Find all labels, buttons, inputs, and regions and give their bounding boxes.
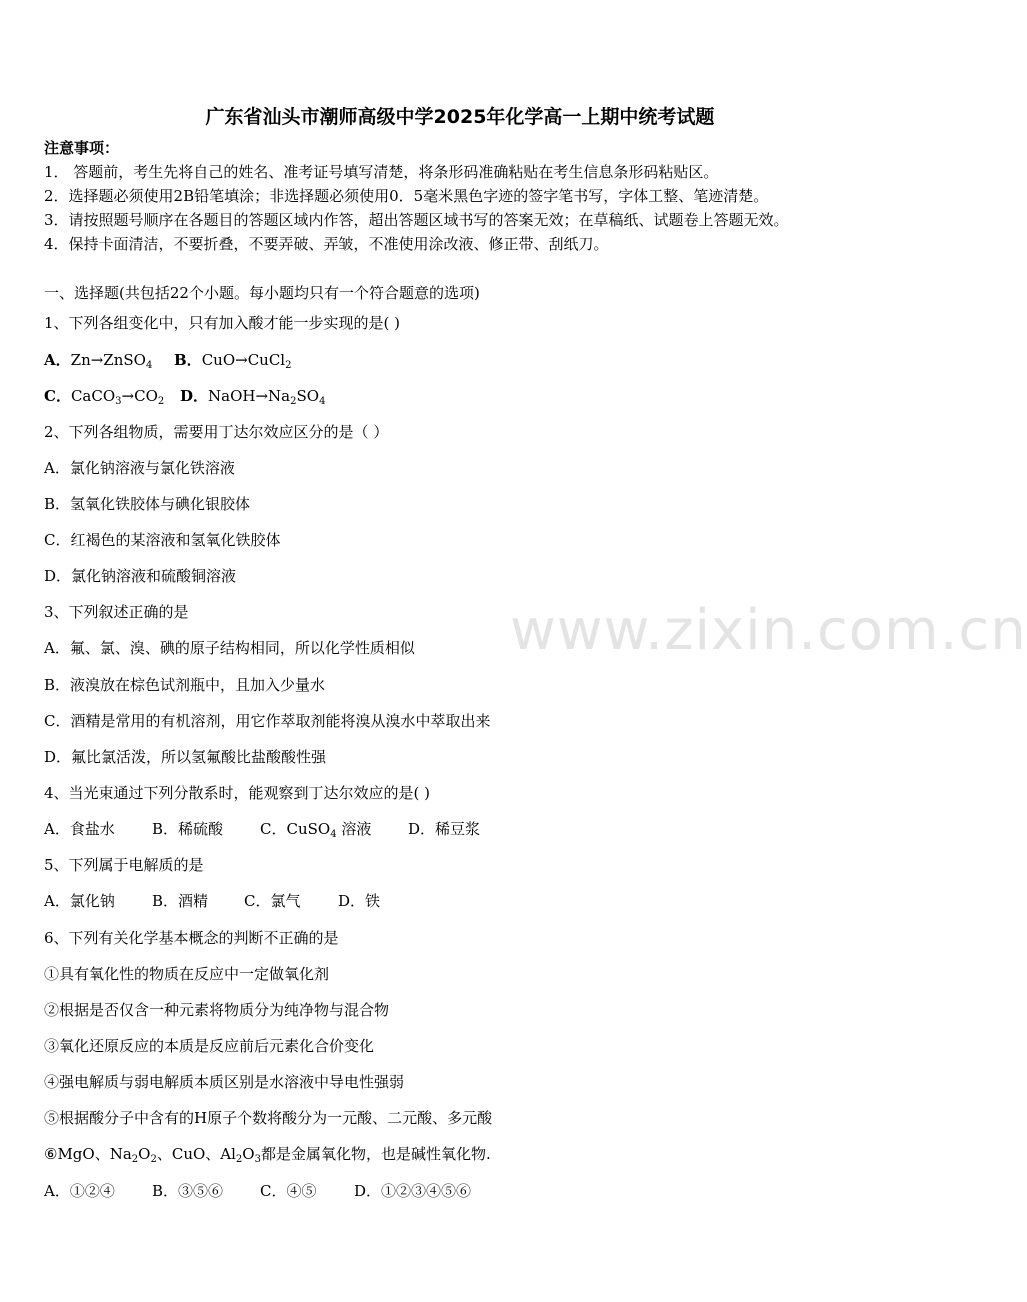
option-b: B．稀硫酸 [152,820,224,838]
notice-heading: 注意事项： [44,139,120,157]
watermark: www.zixin.com.cn [510,598,1027,663]
question-5-options [44,891,380,911]
question-1-options-ab [44,350,291,370]
option-d: D．氟比氯活泼，所以氢氟酸比盐酸酸性强 [44,748,327,766]
option-a: A．氟、氯、溴、碘的原子结构相同，所以化学性质相似 [44,639,415,657]
question-1-options-cd [44,386,325,406]
option-d: D．铁 [338,892,381,910]
option-a: A．氯化钠 [44,892,115,910]
statement: ②根据是否仅含一种元素将物质分为纯净物与混合物 [44,1001,390,1019]
question-1-stem: 1、下列各组变化中，只有加入酸才能一步实现的是( ) [44,314,401,332]
question-3-stem: 3、下列叙述正确的是 [44,603,189,621]
question-6-options [44,1181,471,1201]
option-c: C．氯气 [244,892,301,910]
option-c: C．红褐色的某溶液和氢氧化铁胶体 [44,531,281,549]
option-b: B．③⑤⑥ [152,1182,224,1200]
option-d: D．氯化钠溶液和硫酸铜溶液 [44,567,237,585]
option-a: A．Zn→ZnSO$_4$ [44,351,153,371]
option-d: D．$NaOH\to Na_2SO_4$ [180,387,326,407]
question-4-stem: 4、当光束通过下列分散系时，能观察到丁达尔效应的是( ) [44,784,431,802]
option-c: C．④⑤ [260,1182,317,1200]
option-a: A．食盐水 [44,820,115,838]
question-4-options [44,819,480,839]
notice-item: 1． 答题前，考生先将自己的姓名、准考证号填写清楚，将条形码准确粘贴在考生信息条形码粘贴区。 [44,163,719,181]
option-b: B．酒精 [152,892,209,910]
statement: ⑤根据酸分子中含有的H原子个数将酸分为一元酸、二元酸、多元酸 [44,1109,493,1127]
page-title: 广东省汕头市潮师高级中学2025年化学高一上期中统考试题 [205,106,715,128]
question-5-stem: 5、下列属于电解质的是 [44,856,204,874]
question-6-stem: 6、下列有关化学基本概念的判断不正确的是 [44,929,339,947]
notice-item: 3．请按照题号顺序在各题目的答题区域内作答，超出答题区域书写的答案无效；在草稿纸、试题卷上答题无效。 [44,211,789,229]
question-2-stem: 2、下列各组物质，需要用丁达尔效应区分的是（ ） [44,423,389,441]
statement: ①具有氧化性的物质在反应中一定做氧化剂 [44,965,330,983]
statement: ⑥MgO、$Na_2O_2$、CuO、$Al_2O_3$都是金属氧化物，也是碱性氧化物. [44,1145,491,1165]
option-a: A．氯化钠溶液与氯化铁溶液 [44,459,235,477]
option-d: D．①②③④⑤⑥ [354,1182,472,1200]
section-heading: 一、选择题(共包括22个小题。每小题均只有一个符合题意的选项) [44,284,480,302]
notice-item: 2．选择题必须使用2B铅笔填涂；非选择题必须使用0．5毫米黑色字迹的签字笔书写，字体工整、笔迹清楚。 [44,187,769,205]
option-c: C．CuSO$_4$ 溶液 [260,820,372,840]
option-a: A．①②④ [44,1182,115,1200]
statement: ③氧化还原反应的本质是反应前后元素化合价变化 [44,1037,375,1055]
option-b: B．CuO→CuCl$_2$ [174,351,292,371]
option-b: B．氢氧化铁胶体与碘化银胶体 [44,495,251,513]
notice-item: 4．保持卡面清洁，不要折叠，不要弄破、弄皱，不准使用涂改液、修正带、刮纸刀。 [44,235,609,253]
option-c: C．酒精是常用的有机溶剂，用它作萃取剂能将溴从溴水中萃取出来 [44,712,491,730]
option-c: C．$CaCO_3\to CO_2$ [44,387,165,407]
option-d: D．稀豆浆 [408,820,481,838]
option-b: B．液溴放在棕色试剂瓶中，且加入少量水 [44,676,326,694]
statement: ④强电解质与弱电解质本质区别是水溶液中导电性强弱 [44,1073,405,1091]
